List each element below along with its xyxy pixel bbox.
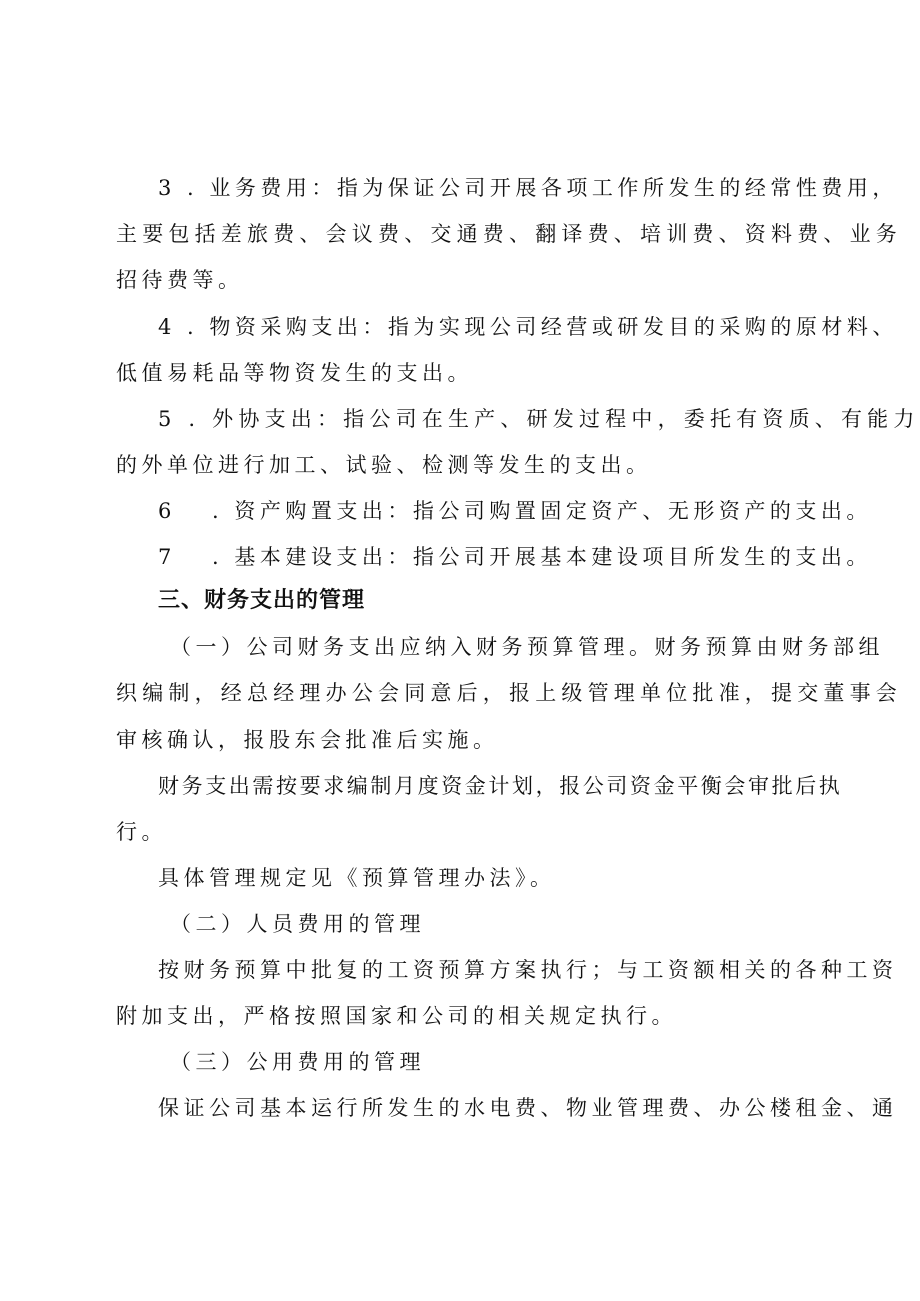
paragraph-line: 低值易耗品等物资发生的支出。 bbox=[116, 361, 473, 385]
paragraph-line: 按财务预算中批复的工资预算方案执行；与工资额相关的各种工资 bbox=[158, 958, 898, 982]
list-number: 7 bbox=[158, 545, 176, 569]
paragraph-line: 4 . 物资采购支出：指为实现公司经营或研发目的采购的原材料、 bbox=[158, 315, 898, 339]
paragraph-line: 织编制，经总经理办公会同意后，报上级管理单位批准，提交董事会 bbox=[116, 681, 902, 705]
paragraph-line: 附加支出，严格按照国家和公司的相关规定执行。 bbox=[116, 1004, 677, 1028]
paragraph-line: 的外单位进行加工、试验、检测等发生的支出。 bbox=[116, 453, 652, 477]
paragraph-line: 财务支出需按要求编制月度资金计划，报公司资金平衡会审批后执 bbox=[158, 774, 843, 798]
paragraph-line: 行。 bbox=[116, 820, 167, 844]
subheading: （三）公用费用的管理 bbox=[170, 1050, 425, 1074]
subheading: （二）人员费用的管理 bbox=[170, 912, 425, 936]
paragraph-line: （一）公司财务支出应纳入财务预算管理。财务预算由财务部组 bbox=[170, 635, 884, 659]
section-heading: 三、财务支出的管理 bbox=[158, 588, 366, 613]
paragraph-line: 主要包括差旅费、会议费、交通费、翻译费、培训费、资料费、业务 bbox=[116, 222, 902, 246]
list-number: 6 bbox=[158, 499, 176, 523]
paragraph-line: 3 . 业务费用：指为保证公司开展各项工作所发生的经常性费用， bbox=[158, 176, 898, 200]
list-item-text: . 基本建设支出：指公司开展基本建设项目所发生的支出。 bbox=[212, 545, 872, 569]
list-item-text: . 资产购置支出：指公司购置固定资产、无形资产的支出。 bbox=[212, 499, 872, 523]
paragraph-line: 审核确认，报股东会批准后实施。 bbox=[116, 728, 499, 752]
paragraph-line: 保证公司基本运行所发生的水电费、物业管理费、办公楼租金、通 bbox=[158, 1096, 898, 1120]
paragraph-line: 5 . 外协支出：指公司在生产、研发过程中，委托有资质、有能力 bbox=[158, 407, 920, 431]
list-item-7 bbox=[158, 543, 872, 571]
paragraph-line: 具体管理规定见《预算管理办法》。 bbox=[158, 866, 556, 890]
list-item-6 bbox=[158, 497, 872, 525]
paragraph-line: 招待费等。 bbox=[116, 268, 244, 292]
